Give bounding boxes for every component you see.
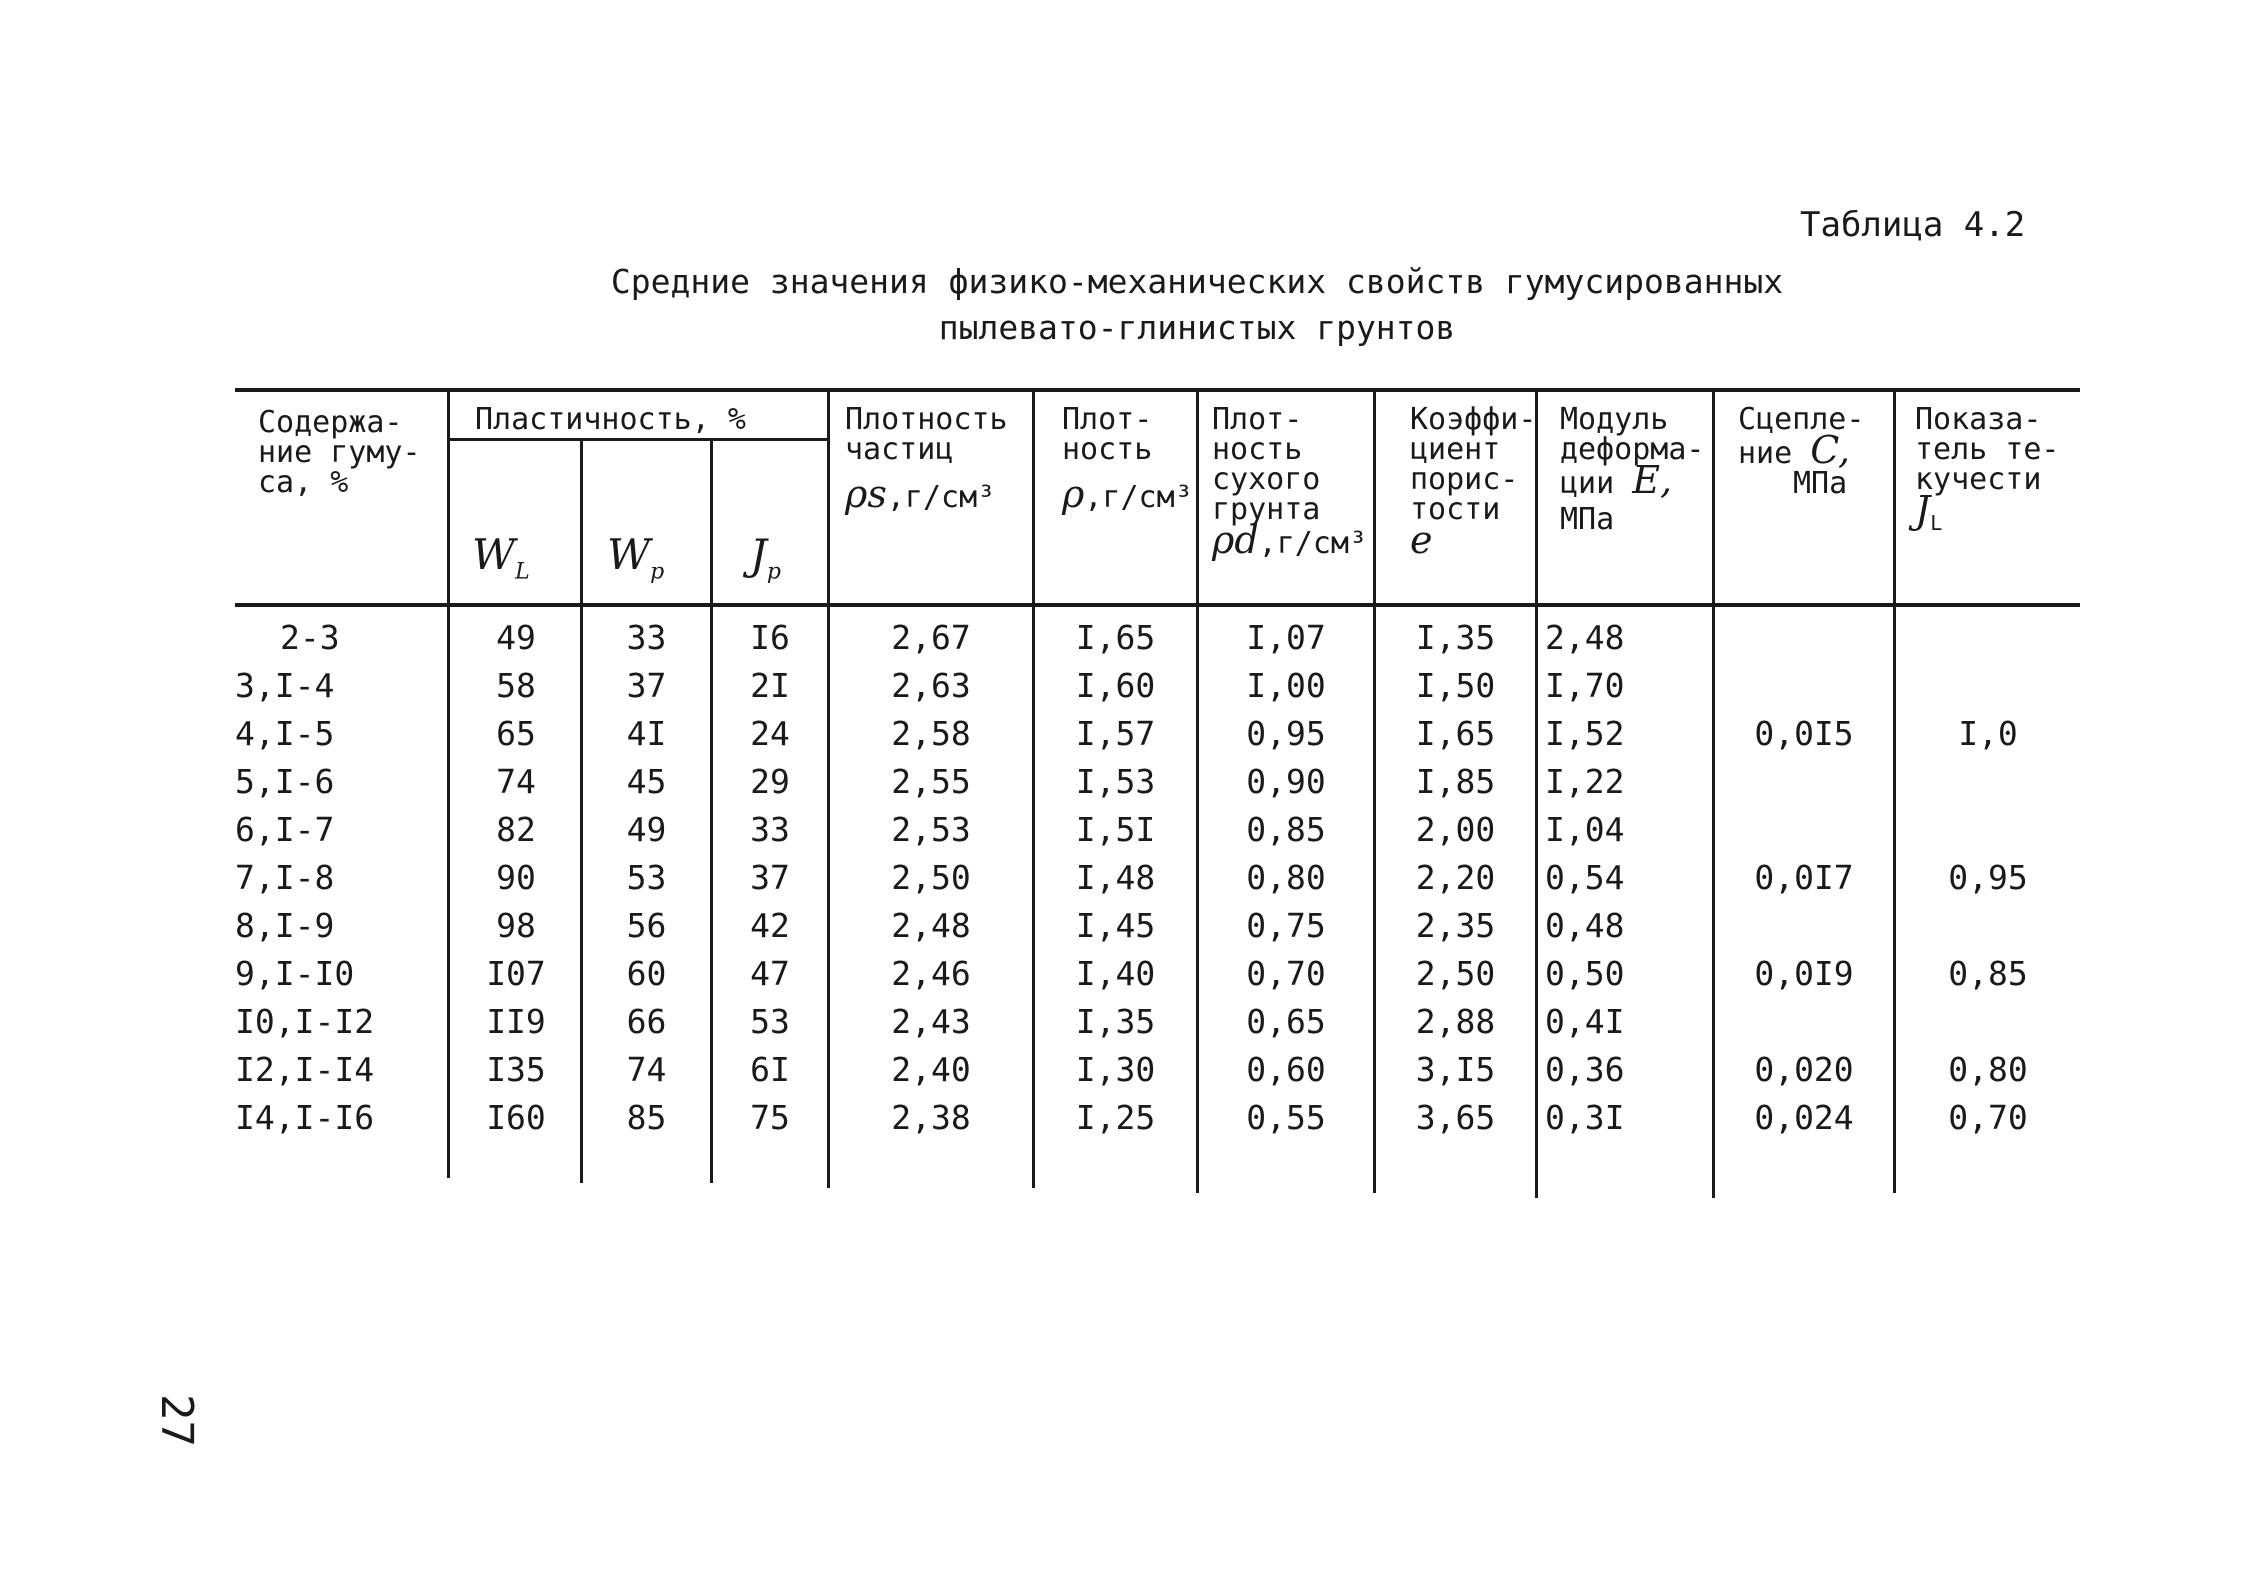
cell-ps: 2,46	[891, 954, 971, 993]
cell-wp: 60	[626, 954, 667, 993]
cell-jl: 0,80	[1948, 1050, 2028, 1089]
cell-jp: 42	[750, 906, 790, 945]
header-modulus-line: ции	[1560, 466, 1615, 501]
cohesion-unit: МПа	[1793, 466, 1848, 501]
cell-pd: 0,95	[1246, 714, 1326, 753]
cell-wl: 74	[496, 762, 536, 801]
cell-e: 0,3I	[1545, 1098, 1625, 1137]
header-jp	[750, 530, 781, 584]
liquidity-symbol: J	[1915, 488, 1931, 532]
cell-jp: 2I	[750, 666, 790, 705]
cell-wp: 33	[626, 618, 667, 657]
header-porosity-line: тости	[1410, 492, 1501, 527]
header-dry-density-line: сухого	[1212, 462, 1321, 497]
table-label: Таблица 4.2	[1800, 205, 2026, 245]
header-modulus-line: деформа-	[1560, 432, 1705, 467]
cell-jp: I6	[750, 618, 790, 657]
header-liquidity	[1915, 402, 2060, 538]
cell-jp: 29	[750, 762, 790, 801]
cell-e: I,52	[1545, 714, 1625, 753]
header-wl-symbol: W	[472, 530, 516, 579]
cell-e: 0,50	[1545, 954, 1625, 993]
header-jp-symbol: J	[750, 530, 767, 579]
cell-pd: 0,80	[1246, 858, 1326, 897]
cell-ps: 2,67	[891, 618, 971, 657]
cell-humus: 7,I-8	[235, 858, 335, 897]
header-liquidity-line: тель те-	[1915, 432, 2060, 467]
header-porosity-line: циент	[1410, 432, 1501, 467]
cell-wp: 66	[626, 1002, 667, 1041]
cell-e: I,65	[1415, 714, 1496, 753]
header-porosity-line: Коэффи-	[1410, 402, 1537, 437]
modulus-symbol: E,	[1632, 458, 1673, 502]
cell-wl: 98	[496, 906, 536, 945]
cell-pd: I,00	[1246, 666, 1326, 705]
cell-p: I,40	[1075, 954, 1156, 993]
column-divider	[447, 388, 450, 1178]
header-particle-density	[845, 402, 1008, 516]
cell-e: 0,48	[1545, 906, 1625, 945]
header-cohesion-line: Сцепле-	[1738, 402, 1865, 437]
cell-wl: 49	[496, 618, 536, 657]
cell-p: I,57	[1075, 714, 1156, 753]
header-humus	[258, 405, 421, 500]
cell-e: 3,I5	[1415, 1050, 1496, 1089]
header-liquidity-line: кучести	[1915, 462, 2042, 497]
cell-jp: 6I	[750, 1050, 790, 1089]
cell-jp: 47	[750, 954, 790, 993]
cell-wl: 58	[496, 666, 536, 705]
density-unit: ,г/см³	[1084, 480, 1193, 515]
cohesion-symbol: C,	[1810, 428, 1851, 472]
cell-wp: 56	[626, 906, 667, 945]
plasticity-rule	[450, 438, 830, 441]
header-bottom-rule	[235, 603, 2080, 607]
cell-jl: 0,85	[1948, 954, 2028, 993]
cell-e: 2,35	[1415, 906, 1496, 945]
header-wp-subscript: p	[650, 559, 665, 585]
cell-humus: I2,I-I4	[235, 1050, 375, 1089]
cell-pd: 0,60	[1246, 1050, 1326, 1089]
cell-jp: 37	[750, 858, 790, 897]
cell-humus: 6,I-7	[235, 810, 335, 849]
liquidity-subscript: L	[1930, 511, 1943, 535]
cell-wl: I60	[486, 1098, 546, 1137]
cell-p: I,35	[1075, 1002, 1156, 1041]
cell-pd: 0,55	[1246, 1098, 1326, 1137]
cell-e: 0,54	[1545, 858, 1625, 897]
cell-wp: 45	[626, 762, 667, 801]
cell-wp: 74	[626, 1050, 667, 1089]
cell-ps: 2,55	[891, 762, 971, 801]
cell-e: I,04	[1545, 810, 1625, 849]
header-cohesion	[1738, 402, 1865, 501]
table-title-line-1: Средние значения физико-механических свойств гумусированных	[610, 262, 1784, 301]
cell-p: I,5I	[1075, 810, 1156, 849]
cell-p: I,30	[1075, 1050, 1156, 1089]
cell-p: I,25	[1075, 1098, 1156, 1137]
cell-pd: 0,90	[1246, 762, 1326, 801]
header-dry-density	[1212, 402, 1368, 562]
cell-ps: 2,43	[891, 1002, 971, 1041]
cell-jp: 24	[750, 714, 790, 753]
cell-jp: 53	[750, 1002, 790, 1041]
header-jp-subscript: p	[766, 559, 781, 585]
header-dry-density-line: ность	[1212, 432, 1303, 467]
cell-c: 0,024	[1754, 1098, 1854, 1137]
cell-ps: 2,53	[891, 810, 971, 849]
cell-e: I,85	[1415, 762, 1496, 801]
header-humus-line: ние гуму-	[258, 435, 421, 470]
cell-wl: I07	[486, 954, 546, 993]
cell-wl: 82	[496, 810, 536, 849]
density-symbol: ρ	[1062, 472, 1085, 516]
cell-jl: 0,70	[1948, 1098, 2028, 1137]
header-density-line: ность	[1062, 432, 1153, 467]
cell-wp: 85	[626, 1098, 667, 1137]
cell-ps: 2,48	[891, 906, 971, 945]
cell-ps: 2,63	[891, 666, 971, 705]
cell-ps: 2,40	[891, 1050, 971, 1089]
cell-humus: 8,I-9	[235, 906, 335, 945]
cell-c: 0,020	[1754, 1050, 1854, 1089]
cell-jp: 75	[750, 1098, 790, 1137]
cell-c: 0,0I7	[1754, 858, 1854, 897]
cell-p: I,45	[1075, 906, 1156, 945]
cell-p: I,48	[1075, 858, 1156, 897]
cell-pd: 0,65	[1246, 1002, 1326, 1041]
header-dry-density-line: Плот-	[1212, 402, 1303, 437]
cell-c: 0,0I9	[1754, 954, 1854, 993]
particle-density-unit: ,г/см³	[886, 480, 996, 515]
particle-density-symbol: ρs	[845, 472, 887, 516]
header-wl	[472, 530, 530, 584]
cell-wl: 90	[496, 858, 536, 897]
header-modulus-line: Модуль	[1560, 402, 1669, 437]
cell-wp: 53	[626, 858, 667, 897]
cell-ps: 2,58	[891, 714, 971, 753]
cell-humus: 5,I-6	[235, 762, 335, 801]
header-particle-density-line: частиц	[845, 432, 954, 467]
cell-e: 3,65	[1415, 1098, 1496, 1137]
header-humus-line: Содержа-	[258, 405, 403, 440]
cell-e: 2,48	[1545, 618, 1625, 657]
cell-humus: 9,I-I0	[235, 954, 355, 993]
cell-wp: 4I	[626, 714, 667, 753]
cell-p: I,65	[1075, 618, 1156, 657]
header-plasticity: Пластичность, %	[475, 402, 746, 437]
header-density	[1062, 402, 1193, 516]
cell-ps: 2,50	[891, 858, 971, 897]
cell-wp: 37	[626, 666, 667, 705]
cell-humus: 2-3	[280, 618, 340, 657]
header-particle-density-line: Плотность	[845, 402, 1008, 437]
header-porosity-line: порис-	[1410, 462, 1519, 497]
cell-jl: I,0	[1958, 714, 2018, 753]
cell-e: I,50	[1415, 666, 1496, 705]
cell-p: I,60	[1075, 666, 1156, 705]
header-porosity	[1410, 402, 1537, 562]
cell-jl: 0,95	[1948, 858, 2028, 897]
dry-density-symbol: ρd	[1212, 518, 1259, 562]
modulus-unit: МПа	[1560, 502, 1615, 537]
cell-jp: 33	[750, 810, 790, 849]
cell-humus: 4,I-5	[235, 714, 335, 753]
cell-e: 2,88	[1415, 1002, 1496, 1041]
cell-pd: 0,70	[1246, 954, 1326, 993]
cell-e: I,22	[1545, 762, 1625, 801]
header-dry-density-line: грунта	[1212, 492, 1321, 527]
cell-e: 0,4I	[1545, 1002, 1625, 1041]
cell-humus: I4,I-I6	[235, 1098, 375, 1137]
cell-e: 2,20	[1415, 858, 1496, 897]
cell-e: 0,36	[1545, 1050, 1625, 1089]
header-liquidity-line: Показа-	[1915, 402, 2042, 437]
header-density-line: Плот-	[1062, 402, 1153, 437]
header-wp-symbol: W	[607, 530, 651, 579]
cell-wl: 65	[496, 714, 536, 753]
cell-pd: I,07	[1246, 618, 1326, 657]
porosity-symbol: e	[1410, 518, 1433, 562]
cell-e: I,35	[1415, 618, 1496, 657]
header-cohesion-line: ние	[1738, 436, 1793, 471]
cell-ps: 2,38	[891, 1098, 971, 1137]
cell-c: 0,0I5	[1754, 714, 1854, 753]
cell-wp: 49	[626, 810, 667, 849]
cell-e: I,70	[1545, 666, 1625, 705]
cell-wl: I35	[486, 1050, 546, 1089]
cell-pd: 0,85	[1246, 810, 1326, 849]
table-top-rule	[235, 388, 2080, 392]
cell-humus: I0,I-I2	[235, 1002, 375, 1041]
header-humus-line: са, %	[258, 465, 349, 500]
cell-pd: 0,75	[1246, 906, 1326, 945]
table-title-line-2: пылевато-глинистых грунтов	[938, 308, 1456, 347]
header-wl-subscript: L	[515, 559, 530, 585]
header-modulus	[1560, 402, 1705, 537]
cell-p: I,53	[1075, 762, 1156, 801]
header-wp	[607, 530, 664, 584]
cell-humus: 3,I-4	[235, 666, 335, 705]
page-number: 27	[150, 1394, 202, 1447]
cell-e: 2,50	[1415, 954, 1496, 993]
dry-density-unit: ,г/см³	[1258, 526, 1368, 561]
cell-wl: II9	[486, 1002, 546, 1041]
cell-e: 2,00	[1415, 810, 1496, 849]
